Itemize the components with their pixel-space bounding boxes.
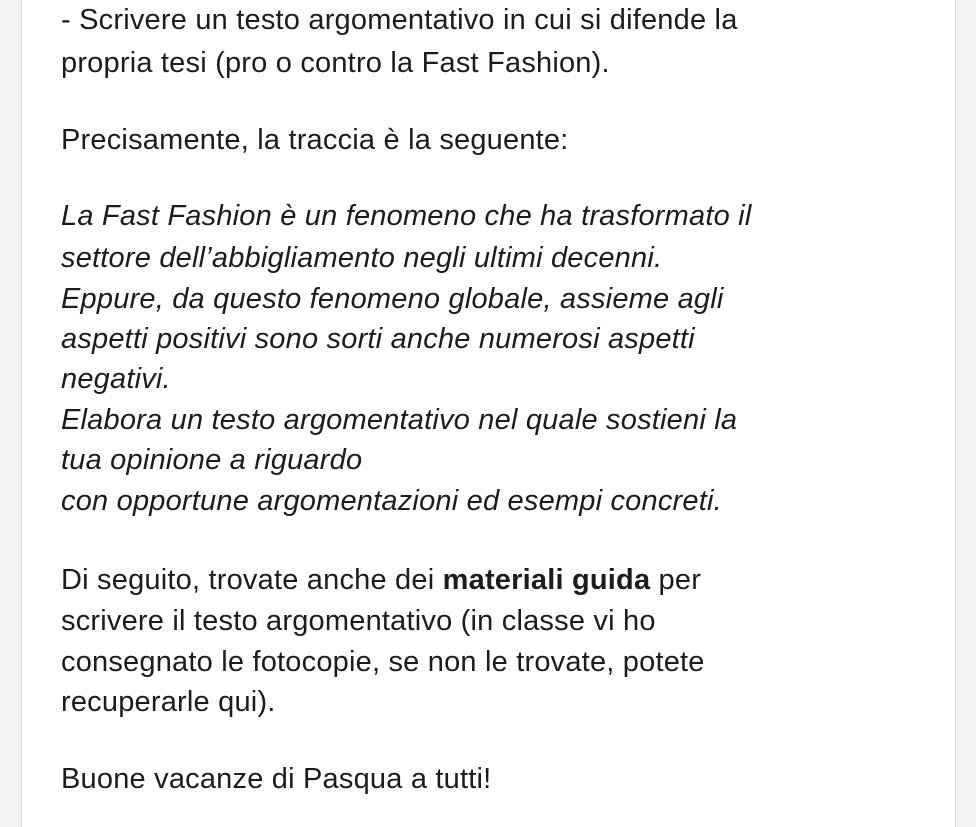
materials-prefix: Di seguito, trovate anche dei	[61, 564, 443, 596]
prompt-line-3: Eppure, da questo fenomeno globale, assieme agli	[61, 283, 724, 315]
materials-line-4: recuperarle qui).	[61, 686, 276, 718]
prompt-line-7: tua opinione a riguardo	[61, 444, 363, 476]
closing-line: Buone vacanze di Pasqua a tutti!	[61, 763, 492, 795]
intro-line-2: propria tesi (pro o contro la Fast Fashion).	[61, 47, 610, 79]
materials-link[interactable]: materiali guida	[442, 564, 651, 596]
intro-line-1: - Scrivere un testo argomentativo in cui si difende la	[61, 4, 738, 36]
materials-line-3: consegnato le fotocopie, se non le trovate, potete	[61, 646, 705, 678]
prompt-line-4: aspetti positivi sono sorti anche numerosi aspetti	[61, 323, 695, 355]
prompt-line-1: La Fast Fashion è un fenomeno che ha trasformato il	[61, 200, 752, 232]
prompt-line-5: negativi.	[61, 363, 171, 395]
materials-line-1	[61, 562, 701, 598]
message-card	[21, 0, 956, 827]
precisamente-line: Precisamente, la traccia è la seguente:	[61, 124, 569, 156]
prompt-line-2: settore dell’abbigliamento negli ultimi decenni.	[61, 242, 663, 274]
materials-line-2: scrivere il testo argomentativo (in classe vi ho	[61, 605, 656, 637]
materials-suffix: per	[650, 564, 702, 596]
prompt-line-8: con opportune argomentazioni ed esempi concreti.	[61, 485, 722, 517]
prompt-line-6: Elabora un testo argomentativo nel quale sostieni la	[61, 404, 738, 436]
